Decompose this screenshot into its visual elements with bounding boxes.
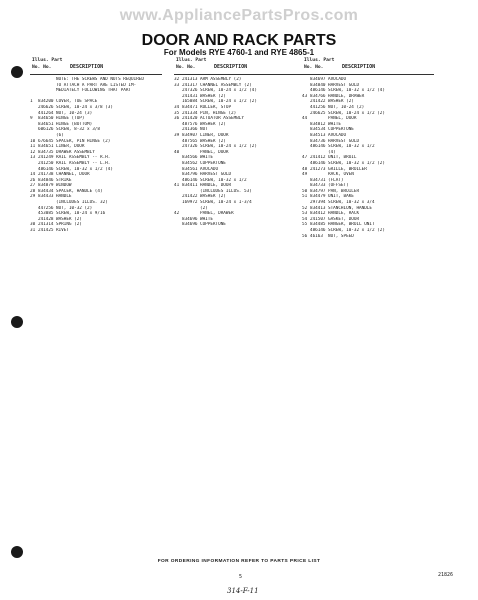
part-description: RAIL ASSEMBLY -- R.H.	[56, 155, 111, 161]
part-description: HANGER, BROIL UNIT	[328, 222, 375, 228]
part-number: 165084	[182, 99, 198, 105]
part-number: 834907	[182, 132, 198, 138]
parts-row	[30, 228, 162, 234]
part-number: 834735	[38, 149, 54, 155]
part-number: 246626	[38, 104, 54, 110]
header-illus-part: Illus. Part	[176, 58, 207, 63]
part-description: HARVEST GOLD	[200, 172, 232, 178]
part-number: 834411	[182, 183, 198, 189]
part-description: SCREW, 10-32 x 3/4	[328, 200, 375, 206]
part-description: SCREW, 10-32 x 1/2	[200, 177, 247, 183]
part-description: WASHER (2)	[200, 93, 226, 99]
part-description: SCREW, 10-24 x 9/16	[56, 211, 106, 217]
part-description: (2)	[200, 205, 208, 211]
part-description: SCREW, 8-32 x 3/8	[56, 127, 100, 133]
part-number: 241317	[182, 82, 198, 88]
part-number: 241314	[38, 222, 54, 228]
part-description: HANDLE, DRAWER	[328, 93, 365, 99]
part-description: UNIT, BROIL	[328, 155, 357, 161]
illus-number: 13	[30, 155, 36, 161]
part-description: SPACER, PIN HINGE (2)	[56, 138, 111, 144]
part-description: (4)	[328, 149, 336, 155]
part-description: RIVET	[56, 228, 69, 234]
part-number: 297394	[310, 200, 326, 206]
page-title: DOOR AND RACK PARTS	[141, 32, 337, 49]
part-number: 241412	[310, 155, 326, 161]
part-number: 453085	[38, 211, 54, 217]
part-description: NUT, SPEED	[328, 233, 354, 239]
part-description: WASHER (2)	[200, 194, 226, 200]
part-number: 241431	[182, 93, 198, 99]
illus-number: 31	[30, 228, 36, 234]
part-number: 834566	[182, 155, 198, 161]
part-number: 834433	[38, 194, 54, 200]
header-illus-part: Illus. Part	[32, 58, 63, 63]
column-header	[302, 58, 434, 75]
illus-number: 52	[302, 205, 308, 211]
part-number: 834696	[182, 216, 198, 222]
part-description: NUT	[200, 127, 208, 133]
column-header	[30, 58, 162, 75]
part-number: 834731	[310, 177, 326, 183]
illus-number: 41	[174, 183, 180, 189]
part-description: RAIL ASSEMBLY -- L.H.	[56, 160, 111, 166]
parts-row	[174, 222, 306, 228]
part-description: (INCLUDES ILLUS. 32)	[56, 200, 108, 206]
part-description: ARM ASSEMBLY (2)	[200, 77, 242, 82]
part-description: SCREW, 10-24 x 1/2 (2)	[200, 99, 257, 105]
part-description: SCREW, 10-24 x 1-3/4	[200, 200, 252, 206]
parts-column-1	[30, 58, 162, 234]
part-description: PANEL, DOOR	[328, 116, 357, 122]
part-number: 834513	[310, 132, 326, 138]
page-subtitle: For Models RYE 4760-1 and RYE 4865-1	[163, 48, 315, 57]
header-illus-part: Illus. Part	[304, 58, 335, 63]
illus-number: 36	[174, 116, 180, 122]
part-number: 241273	[310, 166, 326, 172]
illus-number: 49	[302, 172, 308, 178]
part-description: LINER, DOOR	[56, 144, 85, 150]
part-description: PANEL, DRAWER	[200, 211, 234, 217]
part-number: 834797	[310, 188, 326, 194]
part-number: 486146	[38, 166, 54, 172]
illus-number: 35	[174, 110, 180, 116]
header-description: DESCRIPTION	[70, 64, 104, 70]
part-number: 241425	[38, 228, 54, 234]
part-description: RACK, OVEN	[328, 172, 354, 178]
part-number: 169972	[182, 200, 198, 206]
part-description: SCREW, 10-32 x 1/2 (4)	[56, 166, 113, 172]
illus-number: 40	[174, 149, 180, 155]
part-description: (6)	[56, 132, 64, 138]
part-number: 447256	[38, 205, 54, 211]
part-description: WASHER (2)	[328, 99, 354, 105]
header-no-no: No. No.	[176, 65, 196, 70]
part-number: 486146	[310, 144, 326, 150]
part-number: 834812	[310, 121, 326, 127]
part-number: 834846	[38, 177, 54, 183]
part-description: CHANNEL, DOOR	[56, 172, 90, 178]
part-number: 606126	[38, 127, 54, 133]
part-description: LINER, DOOR	[200, 132, 229, 138]
part-description: CHANNEL ASSEMBLY (2)	[200, 82, 252, 88]
part-number: 241420	[182, 116, 198, 122]
part-number: 834471	[182, 104, 198, 110]
part-number: 834736	[310, 138, 326, 144]
part-number: 834561	[182, 166, 198, 172]
part-number: 834479	[310, 194, 326, 200]
part-number: 241507	[310, 216, 326, 222]
part-description: PAN, BROILER	[328, 188, 360, 194]
illus-number: 55	[302, 222, 308, 228]
document-code: 21826	[438, 572, 454, 578]
part-number: 834412	[310, 211, 326, 217]
part-number: 241250	[38, 160, 54, 166]
part-description: HINGE (BOTTOM)	[56, 121, 93, 127]
part-description: WHITE	[200, 155, 213, 161]
illus-number: 29	[30, 194, 36, 200]
part-number: 834766	[310, 93, 326, 99]
part-description: DRAWER ASSEMBLY	[56, 149, 95, 155]
part-number: 834796	[182, 172, 198, 178]
part-number: 441264	[38, 110, 54, 116]
binder-hole	[11, 316, 23, 328]
part-description: (INCLUDES ILLUS. 53)	[200, 188, 252, 194]
illus-number: 30	[30, 222, 36, 228]
part-description: AVOCADO	[200, 166, 219, 172]
part-number: 834651	[38, 144, 54, 150]
illus-number: 27	[30, 183, 36, 189]
illus-number: 26	[30, 177, 36, 183]
part-description: PIN, HINGE (2)	[200, 110, 237, 116]
part-number: 241334	[182, 110, 198, 116]
part-description: WASHER (2)	[200, 138, 226, 144]
illus-number: 1	[30, 99, 33, 105]
part-number: 241422	[182, 194, 198, 200]
illus-number: 10	[30, 138, 36, 144]
part-description: NOTE: THE SCREWS AND NUTS REQUIRED	[56, 77, 144, 82]
part-number: 834879	[38, 183, 54, 189]
part-number: 486146	[310, 160, 326, 166]
illus-number: 32	[174, 77, 180, 82]
part-description: NUT, 10-24 (2)	[328, 104, 365, 110]
part-description: HANDLE	[56, 194, 72, 200]
part-number: 486146	[310, 88, 326, 94]
header-description: DESCRIPTION	[214, 64, 248, 70]
part-description: SCREW, 10-24 x 1/2 (4)	[200, 88, 257, 94]
part-number: 834534	[310, 127, 326, 133]
illus-number: 47	[302, 155, 308, 161]
parts-row	[302, 234, 434, 240]
part-description: COPPERTONE	[200, 160, 226, 166]
part-number: 241422	[310, 99, 326, 105]
part-description: SCREW, 10-24 x 1/2 (2)	[328, 110, 385, 116]
illus-number: 9	[30, 116, 33, 122]
illus-number: 53	[302, 211, 308, 217]
part-description: WHITE	[200, 216, 213, 222]
part-description: AVOCADO	[328, 132, 347, 138]
part-number: 487576	[182, 121, 198, 127]
illus-number: 33	[174, 82, 180, 88]
part-description: WHITE	[328, 121, 341, 127]
illus-number: 54	[302, 216, 308, 222]
part-description: STANCHION, HANDLE	[328, 205, 372, 211]
part-number: 834696	[182, 222, 198, 228]
parts-column-3	[302, 58, 434, 239]
illus-number: 43	[302, 93, 308, 99]
header-description: DESCRIPTION	[342, 64, 376, 70]
part-description: (FLAT)	[328, 177, 344, 183]
part-number: 834562	[182, 160, 198, 166]
illus-number: 56	[302, 233, 308, 239]
part-number: 834200	[38, 99, 54, 105]
part-number: 486146	[310, 228, 326, 234]
part-description: HANDLE, DOOR	[200, 183, 232, 189]
part-description: WINDOW	[56, 183, 72, 189]
part-description: WASHER (2)	[200, 121, 226, 127]
part-description: SCREW, 10-32 x 1/2 (2)	[328, 228, 385, 234]
part-number: 241313	[182, 77, 198, 82]
part-description: GASKET, DOOR	[328, 216, 360, 222]
illus-number: 42	[174, 211, 180, 217]
part-number: 247326	[182, 88, 198, 94]
part-description: HINGE (TOP)	[56, 116, 85, 122]
binder-hole	[11, 546, 23, 558]
part-description: NUT, 10-32 (2)	[56, 205, 93, 211]
illus-number: 11	[30, 144, 36, 150]
part-number: 487565	[182, 138, 198, 144]
part-number: 241366	[182, 127, 198, 133]
part-description: COPPERTONE	[328, 127, 354, 133]
part-number: 676645	[38, 138, 54, 144]
part-number: 247326	[182, 144, 198, 150]
part-number: 834697	[310, 77, 326, 82]
part-number: 834650	[38, 116, 54, 122]
part-description: MEDIATELY FOLLOWING THAT PART	[56, 88, 132, 94]
part-number: 241249	[38, 155, 54, 161]
part-description: SCREW, 10-24 x 3/8 (3)	[56, 104, 113, 110]
part-number: 46163	[310, 233, 323, 239]
part-number: 834434	[38, 188, 54, 194]
handwritten-note: 314-F-11	[227, 587, 259, 595]
part-description: AVOCADO	[328, 77, 347, 82]
part-description: SCREW, 10-32 x 1/2 (2)	[328, 160, 385, 166]
part-description: HARVEST GOLD	[328, 82, 360, 88]
part-description: SPRING (2)	[56, 222, 82, 228]
part-description: COVER, TOE SPACE	[56, 99, 98, 105]
part-description: UNIT, BAKE	[328, 194, 354, 200]
part-description: HANDLE, RACK	[328, 211, 360, 217]
part-number: 486146	[182, 177, 198, 183]
illus-number: 48	[302, 166, 308, 172]
ordering-footer: FOR ORDERING INFORMATION REFER TO PARTS PRICE LIST	[157, 559, 321, 564]
part-description: HARVEST GOLD	[328, 138, 360, 144]
part-description: (OFFSET)	[328, 183, 349, 189]
illus-number	[174, 222, 182, 228]
illus-number: 39	[174, 132, 180, 138]
part-number: 834733	[310, 183, 326, 189]
part-number: 246625	[310, 110, 326, 116]
parts-column-2	[174, 58, 306, 228]
part-description: SPACER, HANDLE (4)	[56, 188, 103, 194]
illus-number: 14	[30, 172, 36, 178]
part-number: 834485	[310, 222, 326, 228]
illus-number: 51	[302, 194, 308, 200]
part-number: 834840	[310, 82, 326, 88]
header-no-no: No. No.	[304, 65, 324, 70]
part-description: SCREW, 10-32 x 1/2 (4)	[328, 88, 385, 94]
part-number: 241738	[38, 172, 54, 178]
part-number: 441256	[310, 104, 326, 110]
part-description: TO ATTACH A PART ARE LISTED IM-	[56, 82, 137, 88]
part-number: 241428	[38, 216, 54, 222]
part-number: 834413	[310, 205, 326, 211]
page-number: 5	[239, 574, 243, 580]
part-description: SCREW, 10-32 x 1/2	[328, 144, 375, 150]
watermark: www.AppliancePartsPros.com	[119, 7, 359, 24]
illus-number: 34	[174, 104, 180, 110]
illus-number: 28	[30, 188, 36, 194]
header-no-no: No. No.	[32, 65, 52, 70]
illus-number: 12	[30, 149, 36, 155]
part-description: ROLLER, STOP	[200, 104, 232, 110]
part-number: 834651	[38, 121, 54, 127]
part-description: NUT, 10-24 (3)	[56, 110, 93, 116]
part-description: COPPERTONE	[200, 222, 226, 228]
part-description: STRIKE	[56, 177, 72, 183]
part-description: GRILLE, BROILER	[328, 166, 367, 172]
illus-number: 50	[302, 188, 308, 194]
column-header	[174, 58, 306, 75]
part-description: PANEL, DOOR	[200, 149, 229, 155]
part-description: SCREW, 10-24 x 1/2 (2)	[200, 144, 257, 150]
part-description: WASHER (2)	[56, 216, 82, 222]
illus-number: 44	[302, 116, 308, 122]
part-description: ACTUATOR ASSEMBLY	[200, 116, 244, 122]
binder-hole	[11, 66, 23, 78]
